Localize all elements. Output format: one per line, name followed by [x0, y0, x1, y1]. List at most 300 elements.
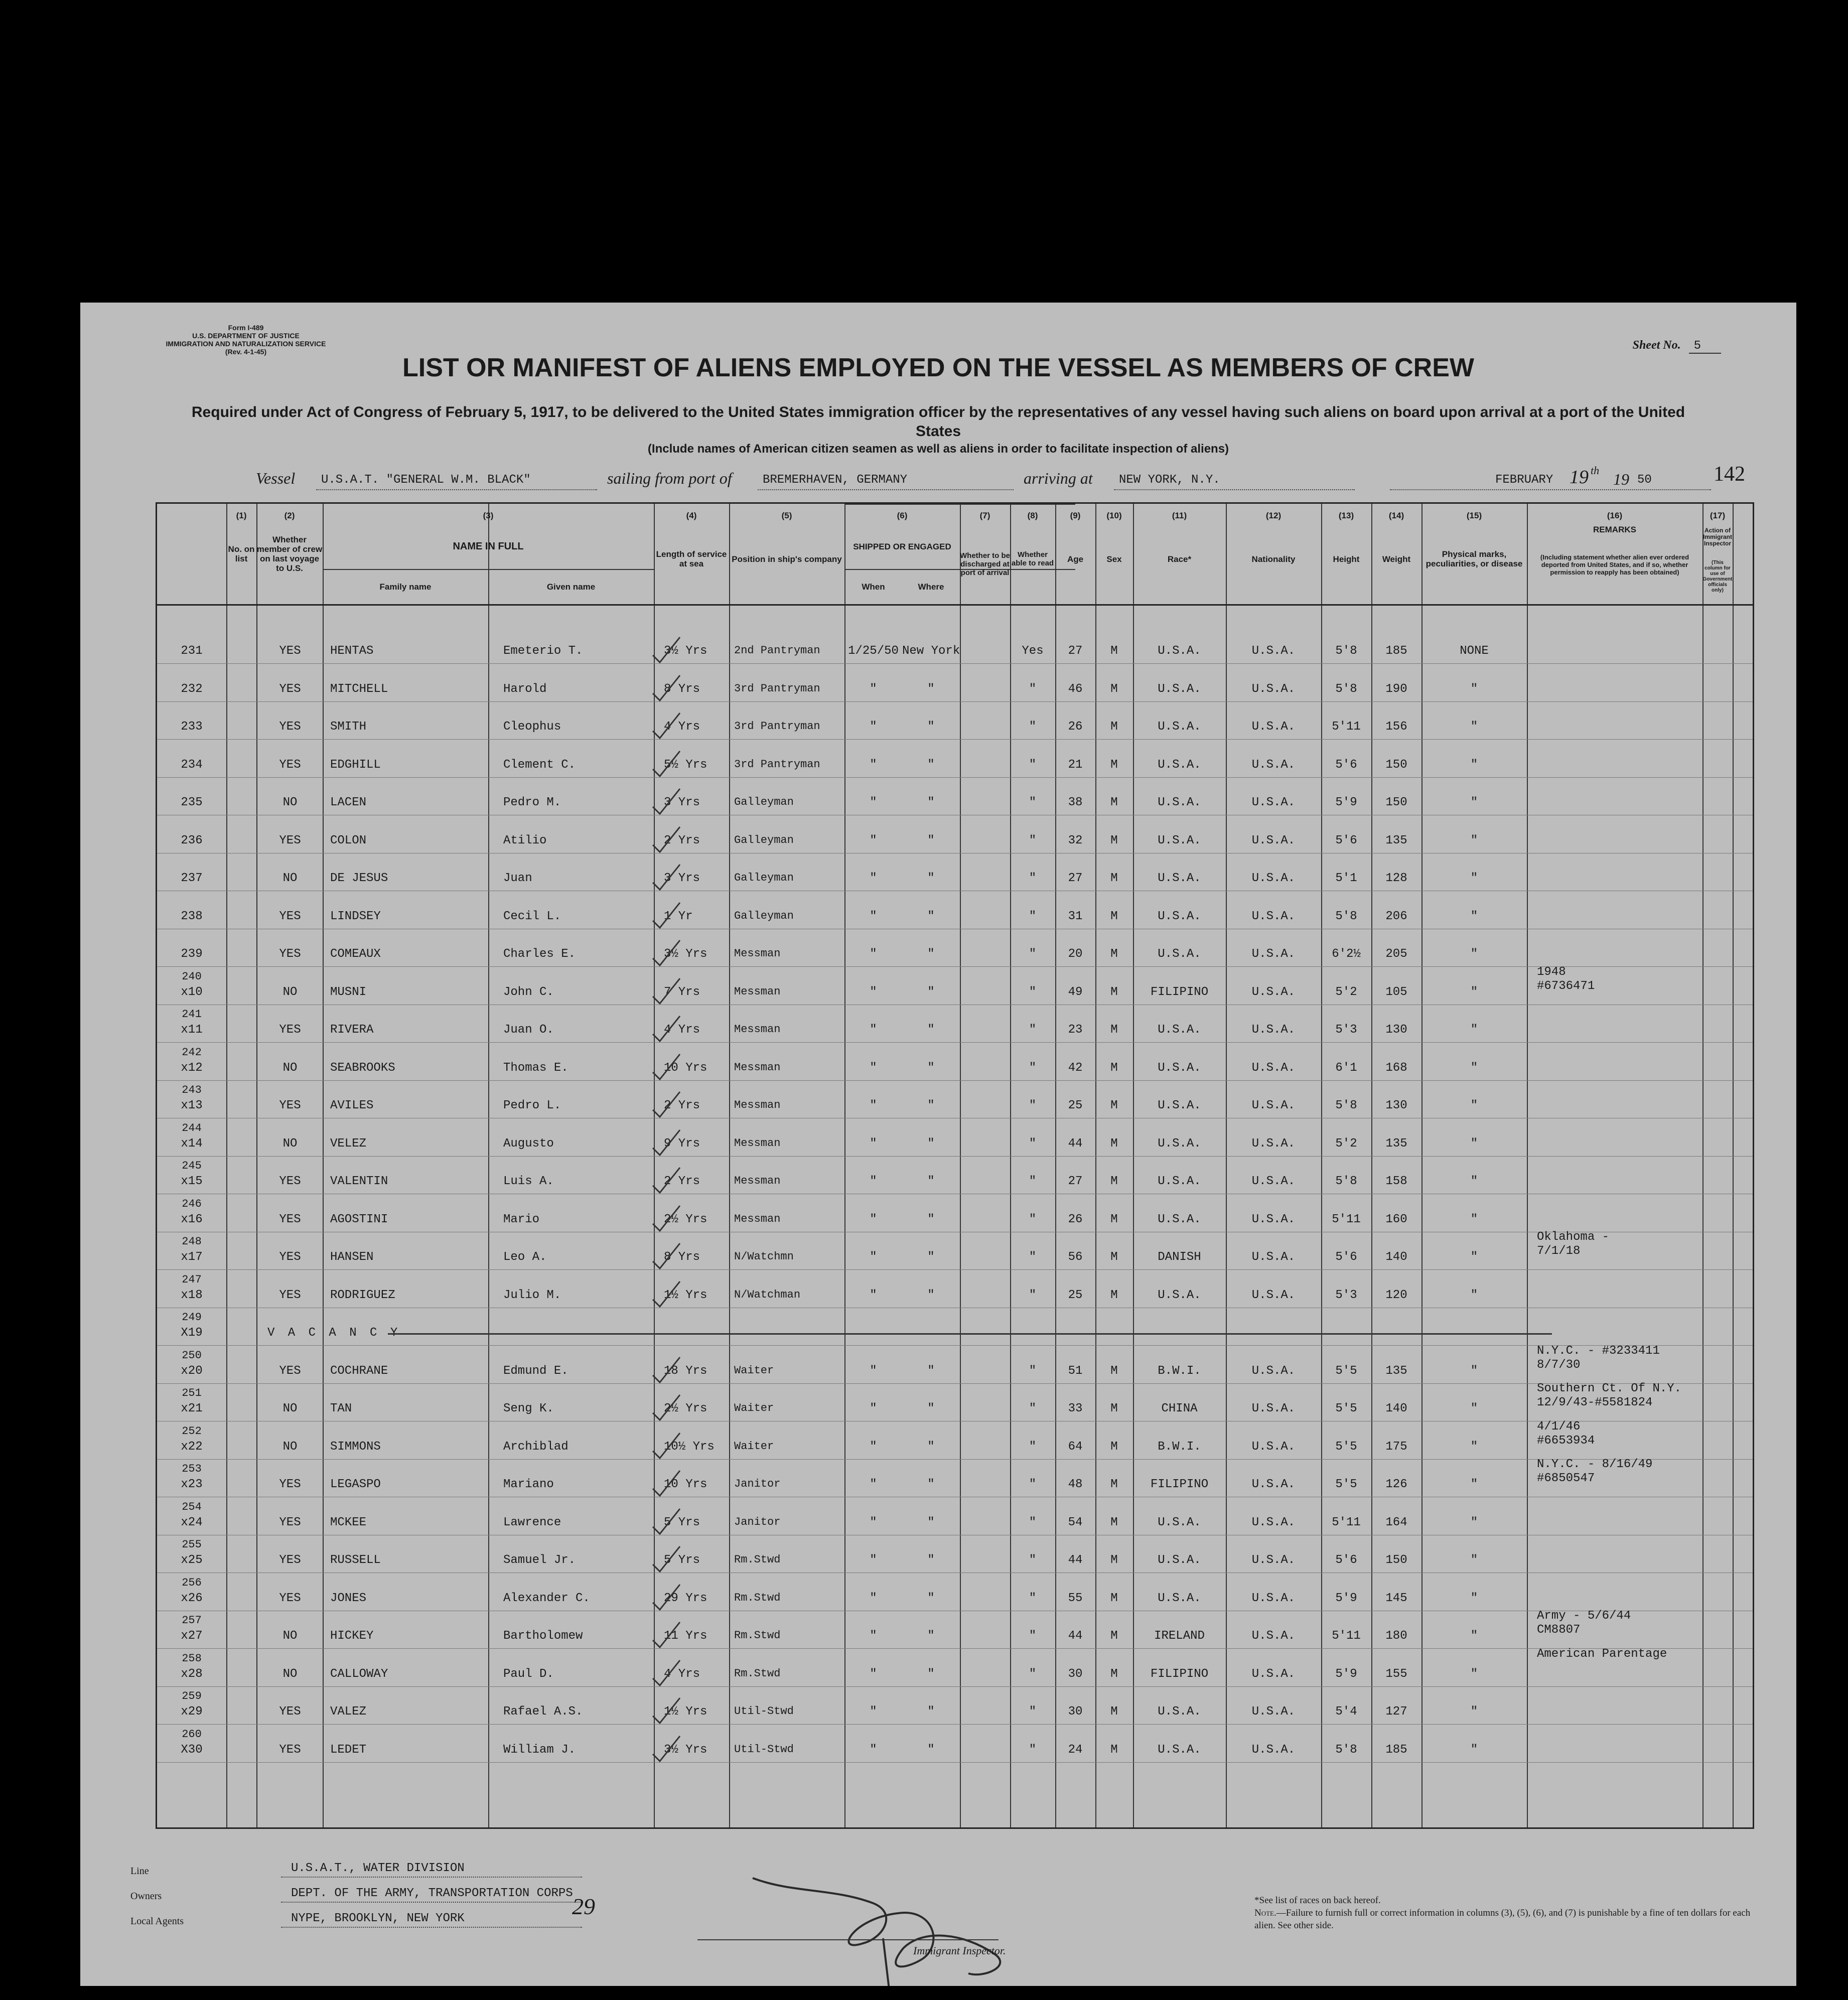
vessel-label: Vessel	[256, 469, 296, 487]
family-name-cell: TAN	[330, 1402, 352, 1415]
shipped-where-cell: "	[927, 1364, 935, 1378]
family-name-cell: HANSEN	[330, 1250, 374, 1264]
physical-marks-cell: "	[1470, 1212, 1478, 1226]
shipped-when-cell: "	[870, 1099, 877, 1112]
handwritten-count: 29	[572, 1894, 595, 1919]
nationality-cell: U.S.A.	[1251, 872, 1296, 885]
check-mark-icon	[649, 1507, 684, 1537]
shipped-when-cell: "	[870, 1440, 877, 1454]
ship-position-cell: 3rd Pantryman	[734, 720, 820, 733]
service-length-cell: 5½ Yrs	[664, 758, 707, 772]
ship-position-cell: Galleyman	[734, 796, 794, 808]
service-length-cell: 10½ Yrs	[664, 1440, 715, 1454]
service-length-cell: 4 Yrs	[664, 720, 700, 734]
row-number-prefix: 256	[182, 1576, 202, 1589]
able-to-read-cell: "	[1029, 1061, 1037, 1075]
arrival-day-suffix: th	[1591, 464, 1600, 477]
crew-last-voyage-cell: NO	[282, 1440, 298, 1454]
weight-cell: 155	[1385, 1667, 1407, 1681]
nationality-cell: U.S.A.	[1251, 1629, 1296, 1643]
row-number-prefix: 254	[182, 1500, 202, 1513]
sex-cell: M	[1110, 1061, 1118, 1075]
check-mark-icon	[649, 1734, 684, 1764]
family-name-cell: VALENTIN	[330, 1175, 388, 1188]
race-cell: U.S.A.	[1158, 1705, 1201, 1719]
shipped-where-cell: "	[927, 833, 935, 847]
nationality-cell: U.S.A.	[1251, 1515, 1296, 1529]
nationality-cell: U.S.A.	[1251, 1440, 1296, 1454]
local-agents-value: NYPE, BROOKLYN, NEW YORK	[291, 1912, 465, 1925]
row-number: x16	[181, 1212, 203, 1226]
nationality-cell: U.S.A.	[1251, 758, 1296, 772]
ship-position-cell: Rm.Stwd	[734, 1629, 781, 1642]
check-mark-icon	[649, 1279, 684, 1310]
able-to-read-cell: "	[1029, 1099, 1037, 1112]
ship-position-cell: Waiter	[734, 1364, 774, 1377]
able-to-read-cell: "	[1029, 872, 1037, 885]
crew-last-voyage-cell: YES	[279, 1288, 301, 1302]
shipped-where-cell: "	[927, 1515, 935, 1529]
ship-position-cell: 3rd Pantryman	[734, 758, 820, 771]
row-number: x14	[181, 1136, 203, 1151]
height-cell: 5'3	[1335, 1023, 1357, 1037]
inspector-signature	[733, 1858, 1059, 1986]
nationality-cell: U.S.A.	[1251, 909, 1296, 923]
age-cell: 30	[1068, 1705, 1083, 1719]
row-number-prefix: 255	[182, 1538, 202, 1551]
crew-last-voyage-cell: YES	[279, 833, 301, 847]
age-cell: 38	[1068, 796, 1083, 809]
shipped-when-cell: "	[870, 1553, 877, 1567]
check-mark-icon	[649, 825, 684, 855]
weight-cell: 205	[1385, 947, 1407, 961]
ship-position-cell: Rm.Stwd	[734, 1553, 781, 1566]
weight-cell: 185	[1385, 644, 1407, 658]
row-number-prefix: 258	[182, 1652, 202, 1665]
sex-cell: M	[1110, 1667, 1118, 1681]
row-number: x27	[181, 1629, 203, 1643]
age-cell: 25	[1068, 1288, 1083, 1302]
able-to-read-cell: "	[1029, 985, 1037, 999]
check-mark-icon	[649, 1544, 684, 1575]
able-to-read-cell: "	[1029, 1440, 1037, 1454]
row-number: 233	[181, 720, 203, 734]
line-label: Line	[130, 1866, 149, 1877]
row-number: 235	[181, 796, 203, 809]
age-cell: 48	[1068, 1478, 1083, 1491]
given-name-cell: Alexander C.	[503, 1591, 590, 1605]
ship-position-cell: N/Watchmn	[734, 1250, 794, 1263]
sex-cell: M	[1110, 1478, 1118, 1491]
col-8-number: (8)	[1027, 511, 1038, 520]
physical-marks-cell: "	[1470, 682, 1478, 696]
race-cell: FILIPINO	[1150, 1478, 1209, 1491]
shipped-when-cell: "	[870, 1705, 877, 1719]
vessel-line	[256, 464, 1711, 492]
given-name-cell: Rafael A.S.	[503, 1705, 583, 1719]
family-name-cell: RUSSELL	[330, 1553, 381, 1567]
shipped-where-cell: "	[927, 1175, 935, 1188]
sex-cell: M	[1110, 796, 1118, 809]
crew-last-voyage-cell: YES	[279, 1705, 301, 1719]
col-8-header: Whether able to read	[1011, 550, 1054, 567]
row-number-prefix: 260	[182, 1728, 202, 1741]
sex-cell: M	[1110, 1705, 1118, 1719]
shipped-when-cell: "	[870, 947, 877, 961]
col-6-header: SHIPPED OR ENGAGED	[853, 541, 951, 551]
sex-cell: M	[1110, 1136, 1118, 1151]
col-6-where-header: Where	[918, 582, 944, 592]
ship-position-cell: Messman	[734, 1061, 781, 1074]
shipped-where-cell: "	[927, 1667, 935, 1681]
fine-note: —Failure to furnish full or correct information in columns (3), (5), (6), and (7) is punishable by a fine of ten dollars for each alien. See other side.	[1254, 1908, 1751, 1931]
height-cell: 5'11	[1332, 1629, 1361, 1643]
vacancy-entry: V A C A N C Y	[267, 1326, 401, 1340]
nationality-cell: U.S.A.	[1251, 1705, 1296, 1719]
able-to-read-cell: "	[1029, 947, 1037, 961]
ship-position-cell: N/Watchman	[734, 1288, 801, 1301]
crew-last-voyage-cell: YES	[279, 1364, 301, 1378]
remarks-cell: Army - 5/6/44 CM8807	[1537, 1609, 1631, 1637]
form-identifier	[156, 324, 336, 356]
given-name-cell: Thomas E.	[503, 1061, 568, 1075]
row-number: x20	[181, 1364, 203, 1378]
nationality-cell: U.S.A.	[1251, 720, 1296, 734]
age-cell: 44	[1068, 1136, 1083, 1151]
given-name-cell: Mario	[503, 1212, 540, 1226]
race-cell: U.S.A.	[1158, 682, 1201, 696]
physical-marks-cell: "	[1470, 1023, 1478, 1037]
col-13-number: (13)	[1338, 511, 1354, 520]
sex-cell: M	[1110, 1440, 1118, 1454]
physical-marks-cell: "	[1470, 1743, 1478, 1757]
nationality-cell: U.S.A.	[1251, 1478, 1296, 1491]
row-number: x28	[181, 1667, 203, 1681]
row-number-prefix: 241	[182, 1008, 202, 1021]
col-11-header: Race*	[1167, 554, 1192, 564]
age-cell: 33	[1068, 1402, 1083, 1415]
height-cell: 5'11	[1332, 720, 1361, 734]
physical-marks-cell: "	[1470, 1136, 1478, 1151]
race-cell: U.S.A.	[1158, 1212, 1201, 1226]
race-cell: U.S.A.	[1158, 1061, 1201, 1075]
nationality-cell: U.S.A.	[1251, 985, 1296, 999]
race-cell: U.S.A.	[1158, 1515, 1201, 1529]
shipped-when-cell: "	[870, 1364, 877, 1378]
shipped-when-cell: "	[870, 1250, 877, 1264]
check-mark-icon	[649, 1469, 684, 1499]
race-cell: CHINA	[1161, 1402, 1198, 1415]
shipped-where-cell: "	[927, 1743, 935, 1757]
height-cell: 5'9	[1335, 796, 1357, 809]
family-name-cell: COMEAUX	[330, 947, 381, 961]
physical-marks-cell: "	[1470, 833, 1478, 847]
row-number: x11	[181, 1023, 203, 1037]
col-12-header: Nationality	[1251, 554, 1296, 564]
weight-cell: 145	[1385, 1591, 1407, 1605]
remarks-cell: 1948 #6736471	[1537, 965, 1595, 993]
departure-port: BREMERHAVEN, GERMANY	[763, 473, 908, 487]
row-number: x26	[181, 1591, 203, 1605]
service-length-cell: 10 Yrs	[664, 1061, 707, 1075]
service-length-cell: 2 Yrs	[664, 1175, 700, 1188]
crew-last-voyage-cell: YES	[279, 1515, 301, 1529]
physical-marks-cell: "	[1470, 1553, 1478, 1567]
race-cell: U.S.A.	[1158, 947, 1201, 961]
shipped-when-cell: "	[870, 985, 877, 999]
vessel-name: U.S.A.T. "GENERAL W.M. BLACK"	[321, 473, 531, 487]
shipped-when-cell: "	[870, 1136, 877, 1151]
height-cell: 5'5	[1335, 1478, 1357, 1491]
ship-position-cell: Util-Stwd	[734, 1743, 794, 1756]
able-to-read-cell: "	[1029, 1175, 1037, 1188]
sex-cell: M	[1110, 1553, 1118, 1567]
height-cell: 5'9	[1335, 1667, 1357, 1681]
service-length-cell: 8 Yrs	[664, 1250, 700, 1264]
col-14-header: Weight	[1382, 554, 1411, 564]
family-name-cell: AGOSTINI	[330, 1212, 388, 1226]
physical-marks-cell: "	[1470, 985, 1478, 999]
col-1-number: (1)	[236, 511, 247, 520]
races-note: *See list of races on back hereof.	[1254, 1895, 1381, 1906]
col-4-number: (4)	[686, 511, 697, 520]
able-to-read-cell: "	[1029, 1023, 1037, 1037]
age-cell: 23	[1068, 1023, 1083, 1037]
row-number: x29	[181, 1705, 203, 1719]
remarks-cell: Southern Ct. Of N.Y. 12/9/43-#5581824	[1537, 1382, 1682, 1409]
able-to-read-cell: "	[1029, 1515, 1037, 1529]
service-length-cell: 8 Yrs	[664, 682, 700, 696]
race-cell: U.S.A.	[1158, 1288, 1201, 1302]
family-name-cell: LEDET	[330, 1743, 367, 1757]
able-to-read-cell: "	[1029, 1288, 1037, 1302]
given-name-cell: Paul D.	[503, 1667, 554, 1681]
check-mark-icon	[649, 976, 684, 1007]
ship-position-cell: Messman	[734, 1175, 781, 1187]
check-mark-icon	[649, 1128, 684, 1158]
family-name-cell: SMITH	[330, 720, 367, 734]
height-cell: 5'1	[1335, 872, 1357, 885]
service-length-cell: 1½ Yrs	[664, 1705, 707, 1719]
sex-cell: M	[1110, 758, 1118, 772]
ship-position-cell: Messman	[734, 947, 781, 960]
sex-cell: M	[1110, 720, 1118, 734]
service-length-cell: 5 Yrs	[664, 1515, 700, 1529]
col-12-number: (12)	[1265, 511, 1282, 520]
col-16-number: (16)	[1607, 511, 1623, 520]
weight-cell: 130	[1385, 1023, 1407, 1037]
service-length-cell: 2 Yrs	[664, 833, 700, 847]
physical-marks-cell: "	[1470, 1440, 1478, 1454]
sheet-number	[1633, 339, 1721, 353]
shipped-when-cell: "	[870, 1478, 877, 1491]
crew-last-voyage-cell: YES	[279, 1099, 301, 1112]
row-number: x18	[181, 1288, 203, 1302]
shipped-where-cell: "	[927, 1629, 935, 1643]
page-subtitle: Required under Act of Congress of February 5, 1917, to be delivered to the United States immigration officer by the representatives of any vessel having such aliens on board upon arrival at a port of the United States	[191, 404, 1685, 440]
sex-cell: M	[1110, 985, 1118, 999]
nationality-cell: U.S.A.	[1251, 1743, 1296, 1757]
shipped-when-cell: "	[870, 720, 877, 734]
col-11-number: (11)	[1172, 511, 1187, 520]
col-7-header: Whether to be discharged at port of arrival	[960, 551, 1010, 577]
given-name-cell: Augusto	[503, 1136, 554, 1151]
height-cell: 5'6	[1335, 1553, 1357, 1567]
given-name-cell: Archiblad	[503, 1440, 568, 1454]
shipped-where-cell: "	[927, 682, 935, 696]
sex-cell: M	[1110, 872, 1118, 885]
weight-cell: 156	[1385, 720, 1407, 734]
local-agents-label: Local Agents	[130, 1916, 184, 1927]
ship-position-cell: Messman	[734, 985, 781, 998]
col-16-header: REMARKS	[1593, 524, 1636, 534]
col-3-header: NAME IN FULL	[453, 540, 524, 552]
check-mark-icon	[649, 1620, 684, 1650]
crew-last-voyage-cell: NO	[282, 1061, 298, 1075]
row-number: x23	[181, 1478, 203, 1491]
row-number: 232	[181, 682, 203, 696]
race-cell: U.S.A.	[1158, 1023, 1201, 1037]
row-number-prefix: 246	[182, 1197, 202, 1210]
page-number: 142	[1714, 463, 1745, 486]
family-name-cell: JONES	[330, 1591, 367, 1605]
given-name-cell: Samuel Jr.	[503, 1553, 576, 1567]
col-10-number: (10)	[1106, 511, 1122, 520]
row-number-prefix: 243	[182, 1084, 202, 1096]
row-number: 237	[181, 872, 203, 885]
col-17-header: Action of Immigrant Inspector	[1703, 526, 1733, 547]
able-to-read-cell: "	[1029, 720, 1037, 734]
crew-last-voyage-cell: NO	[282, 1667, 298, 1681]
row-number: x17	[181, 1250, 203, 1264]
shipped-when-cell: "	[870, 1061, 877, 1075]
sex-cell: M	[1110, 1099, 1118, 1112]
service-length-cell: 29 Yrs	[664, 1591, 707, 1605]
ship-position-cell: Messman	[734, 1136, 781, 1150]
race-cell: U.S.A.	[1158, 758, 1201, 772]
physical-marks-cell: "	[1470, 1478, 1478, 1491]
age-cell: 54	[1068, 1515, 1083, 1529]
shipped-where-cell: "	[927, 1061, 935, 1075]
physical-marks-cell: "	[1470, 1402, 1478, 1415]
given-name-cell: Pedro M.	[503, 796, 561, 809]
able-to-read-cell: "	[1029, 1402, 1037, 1415]
shipped-when-cell: "	[870, 1667, 877, 1681]
nationality-cell: U.S.A.	[1251, 947, 1296, 961]
age-cell: 49	[1068, 985, 1083, 999]
col-7-number: (7)	[979, 511, 990, 520]
family-name-cell: MITCHELL	[330, 682, 388, 696]
service-length-cell: 3 Yrs	[664, 796, 700, 809]
age-cell: 64	[1068, 1440, 1083, 1454]
shipped-when-cell: "	[870, 1515, 877, 1529]
row-number: x10	[181, 985, 203, 999]
inspector-label: Immigrant Inspector.	[913, 1944, 1006, 1957]
sex-cell: M	[1110, 1212, 1118, 1226]
row-number: x15	[181, 1175, 203, 1188]
row-number-prefix: 247	[182, 1273, 202, 1286]
shipped-where-cell: "	[927, 796, 935, 809]
height-cell: 5'2	[1335, 1136, 1357, 1151]
height-cell: 5'8	[1335, 644, 1357, 658]
age-cell: 32	[1068, 833, 1083, 847]
able-to-read-cell: "	[1029, 1667, 1037, 1681]
row-number-prefix: 249	[182, 1311, 202, 1324]
age-cell: 30	[1068, 1667, 1083, 1681]
height-cell: 5'11	[1332, 1515, 1361, 1529]
sex-cell: M	[1110, 909, 1118, 923]
service-length-cell: 3½ Yrs	[664, 1743, 707, 1757]
physical-marks-cell: "	[1470, 1515, 1478, 1529]
able-to-read-cell: "	[1029, 758, 1037, 772]
race-cell: U.S.A.	[1158, 644, 1201, 658]
family-name-cell: AVILES	[330, 1099, 374, 1112]
col-17-note: (This column for use of Government officials only)	[1702, 560, 1733, 593]
sex-cell: M	[1110, 1515, 1118, 1529]
physical-marks-cell: "	[1470, 947, 1478, 961]
ship-position-cell: Util-Stwd	[734, 1705, 794, 1718]
note-label: Note.	[1254, 1908, 1276, 1918]
age-cell: 46	[1068, 682, 1083, 696]
shipped-when-cell: "	[870, 872, 877, 885]
race-cell: B.W.I.	[1158, 1440, 1201, 1454]
able-to-read-cell: "	[1029, 1705, 1037, 1719]
weight-cell: 150	[1385, 758, 1407, 772]
ship-position-cell: Janitor	[734, 1515, 781, 1528]
row-number: 239	[181, 947, 203, 961]
check-mark-icon	[649, 1204, 684, 1234]
family-name-cell: VALEZ	[330, 1705, 367, 1719]
weight-cell: 128	[1385, 872, 1407, 885]
check-mark-icon	[649, 711, 684, 741]
shipped-when-cell: "	[870, 1212, 877, 1226]
physical-marks-cell: "	[1470, 1705, 1478, 1719]
physical-marks-cell: "	[1470, 1629, 1478, 1643]
nationality-cell: U.S.A.	[1251, 1553, 1296, 1567]
physical-marks-cell: "	[1470, 1364, 1478, 1378]
col-5-header: Position in ship's company	[732, 554, 842, 564]
check-mark-icon	[649, 901, 684, 931]
family-name-cell: SIMMONS	[330, 1440, 381, 1454]
given-name-cell: Bartholomew	[503, 1629, 583, 1643]
crew-last-voyage-cell: NO	[282, 985, 298, 999]
nationality-cell: U.S.A.	[1251, 682, 1296, 696]
arrival-month: FEBRUARY	[1495, 473, 1553, 487]
able-to-read-cell: "	[1029, 796, 1037, 809]
col-2-number: (2)	[284, 511, 295, 520]
able-to-read-cell: "	[1029, 1478, 1037, 1491]
height-cell: 5'3	[1335, 1288, 1357, 1302]
race-cell: U.S.A.	[1158, 1175, 1201, 1188]
service-length-cell: 4 Yrs	[664, 1667, 700, 1681]
line-value: U.S.A.T., WATER DIVISION	[291, 1862, 465, 1875]
race-cell: U.S.A.	[1158, 1136, 1201, 1151]
crew-last-voyage-cell: NO	[282, 796, 298, 809]
shipped-where-cell: "	[927, 909, 935, 923]
col-15-header: Physical marks, peculiarities, or disease	[1426, 549, 1523, 568]
check-mark-icon	[649, 1696, 684, 1726]
crew-last-voyage-cell: YES	[279, 758, 301, 772]
check-mark-icon	[649, 787, 684, 817]
race-cell: U.S.A.	[1158, 833, 1201, 847]
nationality-cell: U.S.A.	[1251, 1175, 1296, 1188]
weight-cell: 180	[1385, 1629, 1407, 1643]
race-cell: DANISH	[1158, 1250, 1201, 1264]
physical-marks-cell: "	[1470, 796, 1478, 809]
age-cell: 56	[1068, 1250, 1083, 1264]
family-name-cell: SEABROOKS	[330, 1061, 395, 1075]
check-mark-icon	[649, 938, 684, 968]
